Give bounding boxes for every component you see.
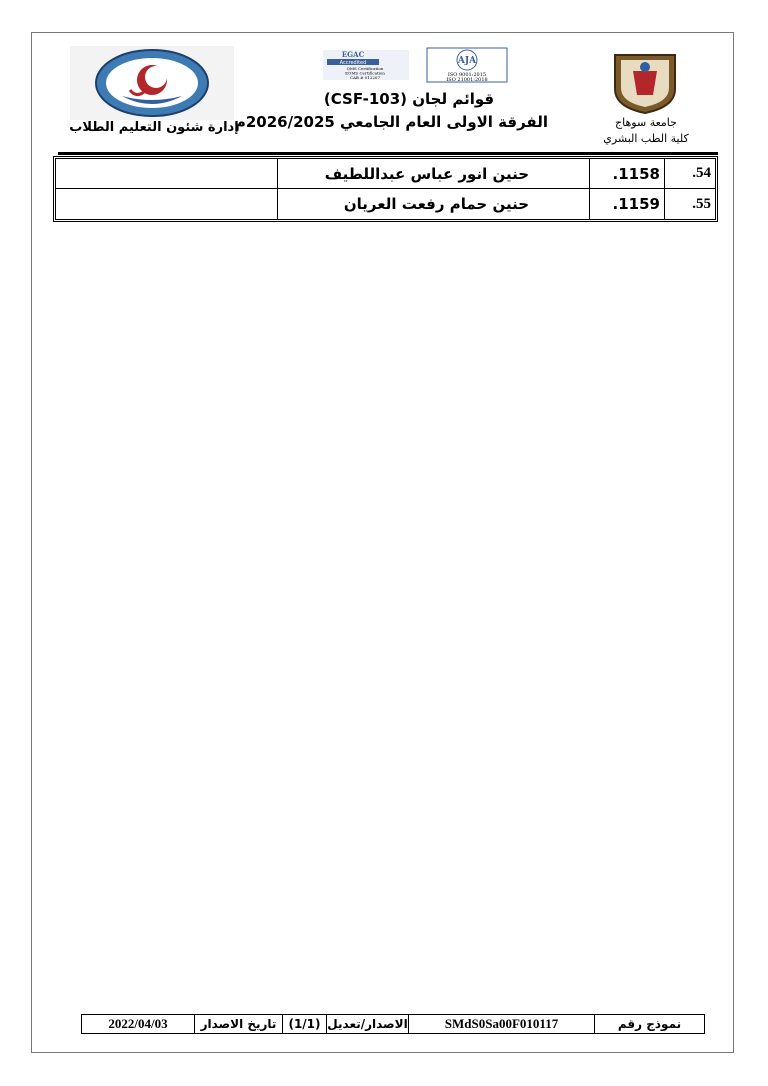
document-subtitle: الفرقة الاولى العام الجامعي 2026/2025م <box>234 113 548 131</box>
note-cell <box>56 189 277 219</box>
note-cell <box>56 159 277 188</box>
seat-number: 1159. <box>589 189 664 219</box>
egac-mark: EGAC <box>341 50 365 59</box>
student-name: حنين انور عباس عبداللطيف <box>277 159 589 188</box>
faculty-name: كلية الطب البشري <box>603 132 689 145</box>
form-number: SMdS0Sa00F010117 <box>408 1015 594 1033</box>
revision-label: الاصدار/تعديل <box>327 1017 408 1031</box>
egac-line-3: CAB # 012207 <box>349 75 381 80</box>
revision-value: (1/1) <box>282 1015 326 1033</box>
document-title: قوائم لجان (CSF-103) <box>323 90 495 108</box>
university-name: جامعة سوهاج <box>615 116 677 129</box>
form-footer <box>81 1014 705 1034</box>
issue-date-label: تاريخ الاصدار <box>194 1015 282 1033</box>
student-name: حنين حمام رفعت العريان <box>277 189 589 219</box>
egac-line-1: QMS Certification <box>346 66 384 71</box>
iso-line-1: ISO 9001:2015 <box>447 72 487 78</box>
table-row <box>56 189 715 219</box>
iso-line-2: ISO 21001:2018 <box>446 77 488 83</box>
accreditation-logos <box>307 46 511 86</box>
seat-number: 1158. <box>589 159 664 188</box>
table-row <box>56 159 715 189</box>
department-logo <box>70 46 234 120</box>
row-index: 55. <box>664 189 715 219</box>
university-seal <box>607 49 683 115</box>
form-label: نموذج رقم <box>594 1015 704 1033</box>
egac-line-2: EOMS Certification <box>345 70 385 76</box>
aja-mark: AJA <box>457 56 477 66</box>
header-divider <box>58 152 718 155</box>
students-table <box>53 156 718 222</box>
issue-date-value: 2022/04/03 <box>108 1016 168 1031</box>
row-index: 54. <box>664 159 715 188</box>
department-name: إدارة شئون التعليم الطلاب <box>69 120 239 135</box>
egac-accredited: Accredited <box>339 60 367 66</box>
